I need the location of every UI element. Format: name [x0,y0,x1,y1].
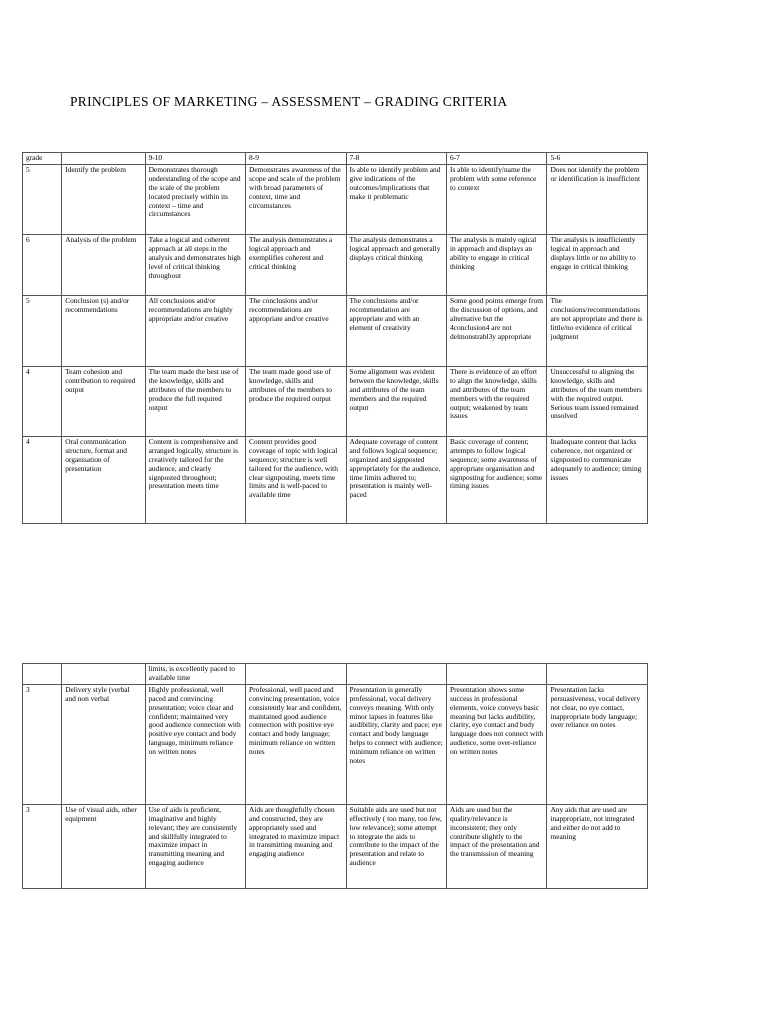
level-cell: Aids are used but the quality/relevance is inconsistent; they only contribute slightly to the impact of the presentation and the transmission of meaning [446,804,546,888]
level-cell: Unsuccessful to aligning the knowledge, skills and attributes of the team members with the required output. Serious team issued remained unsolved [547,366,648,436]
criterion-cell: Use of visual aids, other equipment [62,804,145,888]
grade-cell: 4 [23,436,62,523]
level-header: 7-8 [346,153,446,165]
grade-cell [23,664,62,685]
table-row [23,234,648,295]
table-row [23,436,648,523]
level-header: 9-10 [145,153,245,165]
grade-cell: 4 [23,366,62,436]
level-header: 5-6 [547,153,648,165]
level-header: 6-7 [446,153,546,165]
criterion-cell: Analysis of the problem [62,234,145,295]
table-row [23,164,648,234]
level-cell: Is able to identify/name the problem with some reference to context [446,164,546,234]
level-cell: Is able to identify problem and give indications of the outcomes/implications that make it problematic [346,164,446,234]
level-cell: The team made good use of knowledge, skills and attributes of the members to produce the required output [246,366,346,436]
level-cell: There is evidence of an effort to align the knowledge, skills and attributes of the team members with the required output; weakened by team issues [446,366,546,436]
level-cell: Basic coverage of content; attempts to follow logical sequence; some awareness of appropriate organisation and signposting for audience; some timing issues [446,436,546,523]
level-cell: limits, is excellently paced to available time [145,664,245,685]
level-cell: The analysis is insufficiently logical in approach and displays little or no ability to engage in critical thinking [547,234,648,295]
grading-criteria-table-continued [22,663,648,889]
level-cell: Demonstrates thorough understanding of the scope and the scale of the problem located precisely within its context – time and circumstances [145,164,245,234]
criterion-cell [62,664,145,685]
level-cell: Presentation shows some success in professional elements, voice conveys basic meaning but lacks audibility, clarity, eye contact and body language does not connect with audience, some over-reliance on written notes [446,684,546,804]
level-cell: Inadequate content that lacks coherence, not organized or signposted to communicate adequately to audience; timing issues [547,436,648,523]
criterion-cell: Identify the problem [62,164,145,234]
grade-cell: 3 [23,804,62,888]
level-cell: Presentation is generally professional, vocal delivery conveys meaning. With only minor lapses in features like audibility, clarity and pace; eye contact and body language helps to connect with audience; minimum reliance on written notes [346,684,446,804]
level-cell: Use of aids is proficient, imaginative and highly relevant; they are consistently and skillfully integrated to maximize impact in transmitting meaning and engaging audience [145,804,245,888]
grading-criteria-table [22,152,648,524]
level-cell: Any aids that are used are inappropriate, not integrated and either do not add to meaning [547,804,648,888]
table-header-row [23,153,648,165]
level-cell: Suitable aids are used but not effectively ( too many, too few, low relevance); some attempt to integrate the aids to contribute to the impact of the presentation and relate to audience [346,804,446,888]
table-row [23,684,648,804]
grade-cell: 5 [23,295,62,366]
grade-cell: 3 [23,684,62,804]
level-header: 8-9 [246,153,346,165]
grade-cell: 6 [23,234,62,295]
level-cell [547,664,648,685]
level-cell: Highly professional, well paced and convincing presentation; voice clear and confident; maintained very good audience connection with positive eye contact and body language, minimum reliance on written notes [145,684,245,804]
criterion-cell: Conclusion (s) and/or recommendations [62,295,145,366]
level-cell: Presentation lacks persuasiveness, vocal delivery not clear, no eye contact, inappropriate body language; over reliance on notes [547,684,648,804]
level-cell: The conclusions and/or recommendation are appropriate and with an element of creativity [346,295,446,366]
level-cell: Some good points emerge from the discussion of options, and alternative but the 4conclusion4 are not delmonstrabl3y appropriate [446,295,546,366]
level-cell: Adequate coverage of content and follows logical sequence; organized and signposted appropriately for the audience, time limits adhered to; presentation is mainly well-paced [346,436,446,523]
level-cell: The analysis is mainly ogical in approach and displays an ability to engage in critical thinking [446,234,546,295]
grade-header: grade [23,153,62,165]
level-cell: The conclusions/recommendations are not appropriate and there is little/no evidence of critical judgment [547,295,648,366]
level-cell: Content is comprehensive and arranged logically, structure is creatively tailored for the audience, and clearly signposted throughout; presentation meets time [145,436,245,523]
criterion-cell: Oral communication structure, format and organisation of presentation [62,436,145,523]
level-cell: Does not identify the problem or identification is insufficient [547,164,648,234]
level-cell: All conclusions and/or recommendations are highly appropriate and/or creative [145,295,245,366]
level-cell: Content provides good coverage of topic with logical sequence; structure is well tailored for the audience, with clear signposting, meets time limits and is well-paced to available time [246,436,346,523]
level-cell [246,664,346,685]
level-cell: Professional, well paced and convincing presentation, voice consistently lear and confident, maintained good audience connection with positive eye contact and body language; minimum reliance on written notes [246,684,346,804]
level-cell: The analysis demonstrates a logical approach and exemplifies coherent and critical thinking [246,234,346,295]
level-cell: The team made the best use of the knowledge, skills and attributes of the members to produce the full required output [145,366,245,436]
level-cell [446,664,546,685]
criterion-cell: Team cohesion and contribution to required output [62,366,145,436]
grade-cell: 5 [23,164,62,234]
table-row [23,664,648,685]
criterion-cell: Delivery style (verbal and non verbal [62,684,145,804]
page-title: PRINCIPLES OF MARKETING – ASSESSMENT – GRADING CRITERIA [70,94,508,109]
table-row [23,804,648,888]
level-cell [346,664,446,685]
level-cell: Some alignment was evident between the knowledge, skills and attributes of the team members and the required output [346,366,446,436]
table-row [23,295,648,366]
level-cell: The conclusions and/or recommendations are appropriate and/or creative [246,295,346,366]
level-cell: Aids are thoughtfully chosen and constructed, they are appropriately used and integrated to maximize impact in transmitting meaning and engaging audience [246,804,346,888]
level-cell: Demonstrates awareness of the scope and scale of the problem with broad parameters of context, time and circumstances [246,164,346,234]
table-row [23,366,648,436]
criterion-header [62,153,145,165]
level-cell: The analysis demonstrates a logical approach and generally displays critical thinking [346,234,446,295]
level-cell: Take a logical and coherent approach at all steps in the analysis and demonstrates high level of critical thinking throughout [145,234,245,295]
